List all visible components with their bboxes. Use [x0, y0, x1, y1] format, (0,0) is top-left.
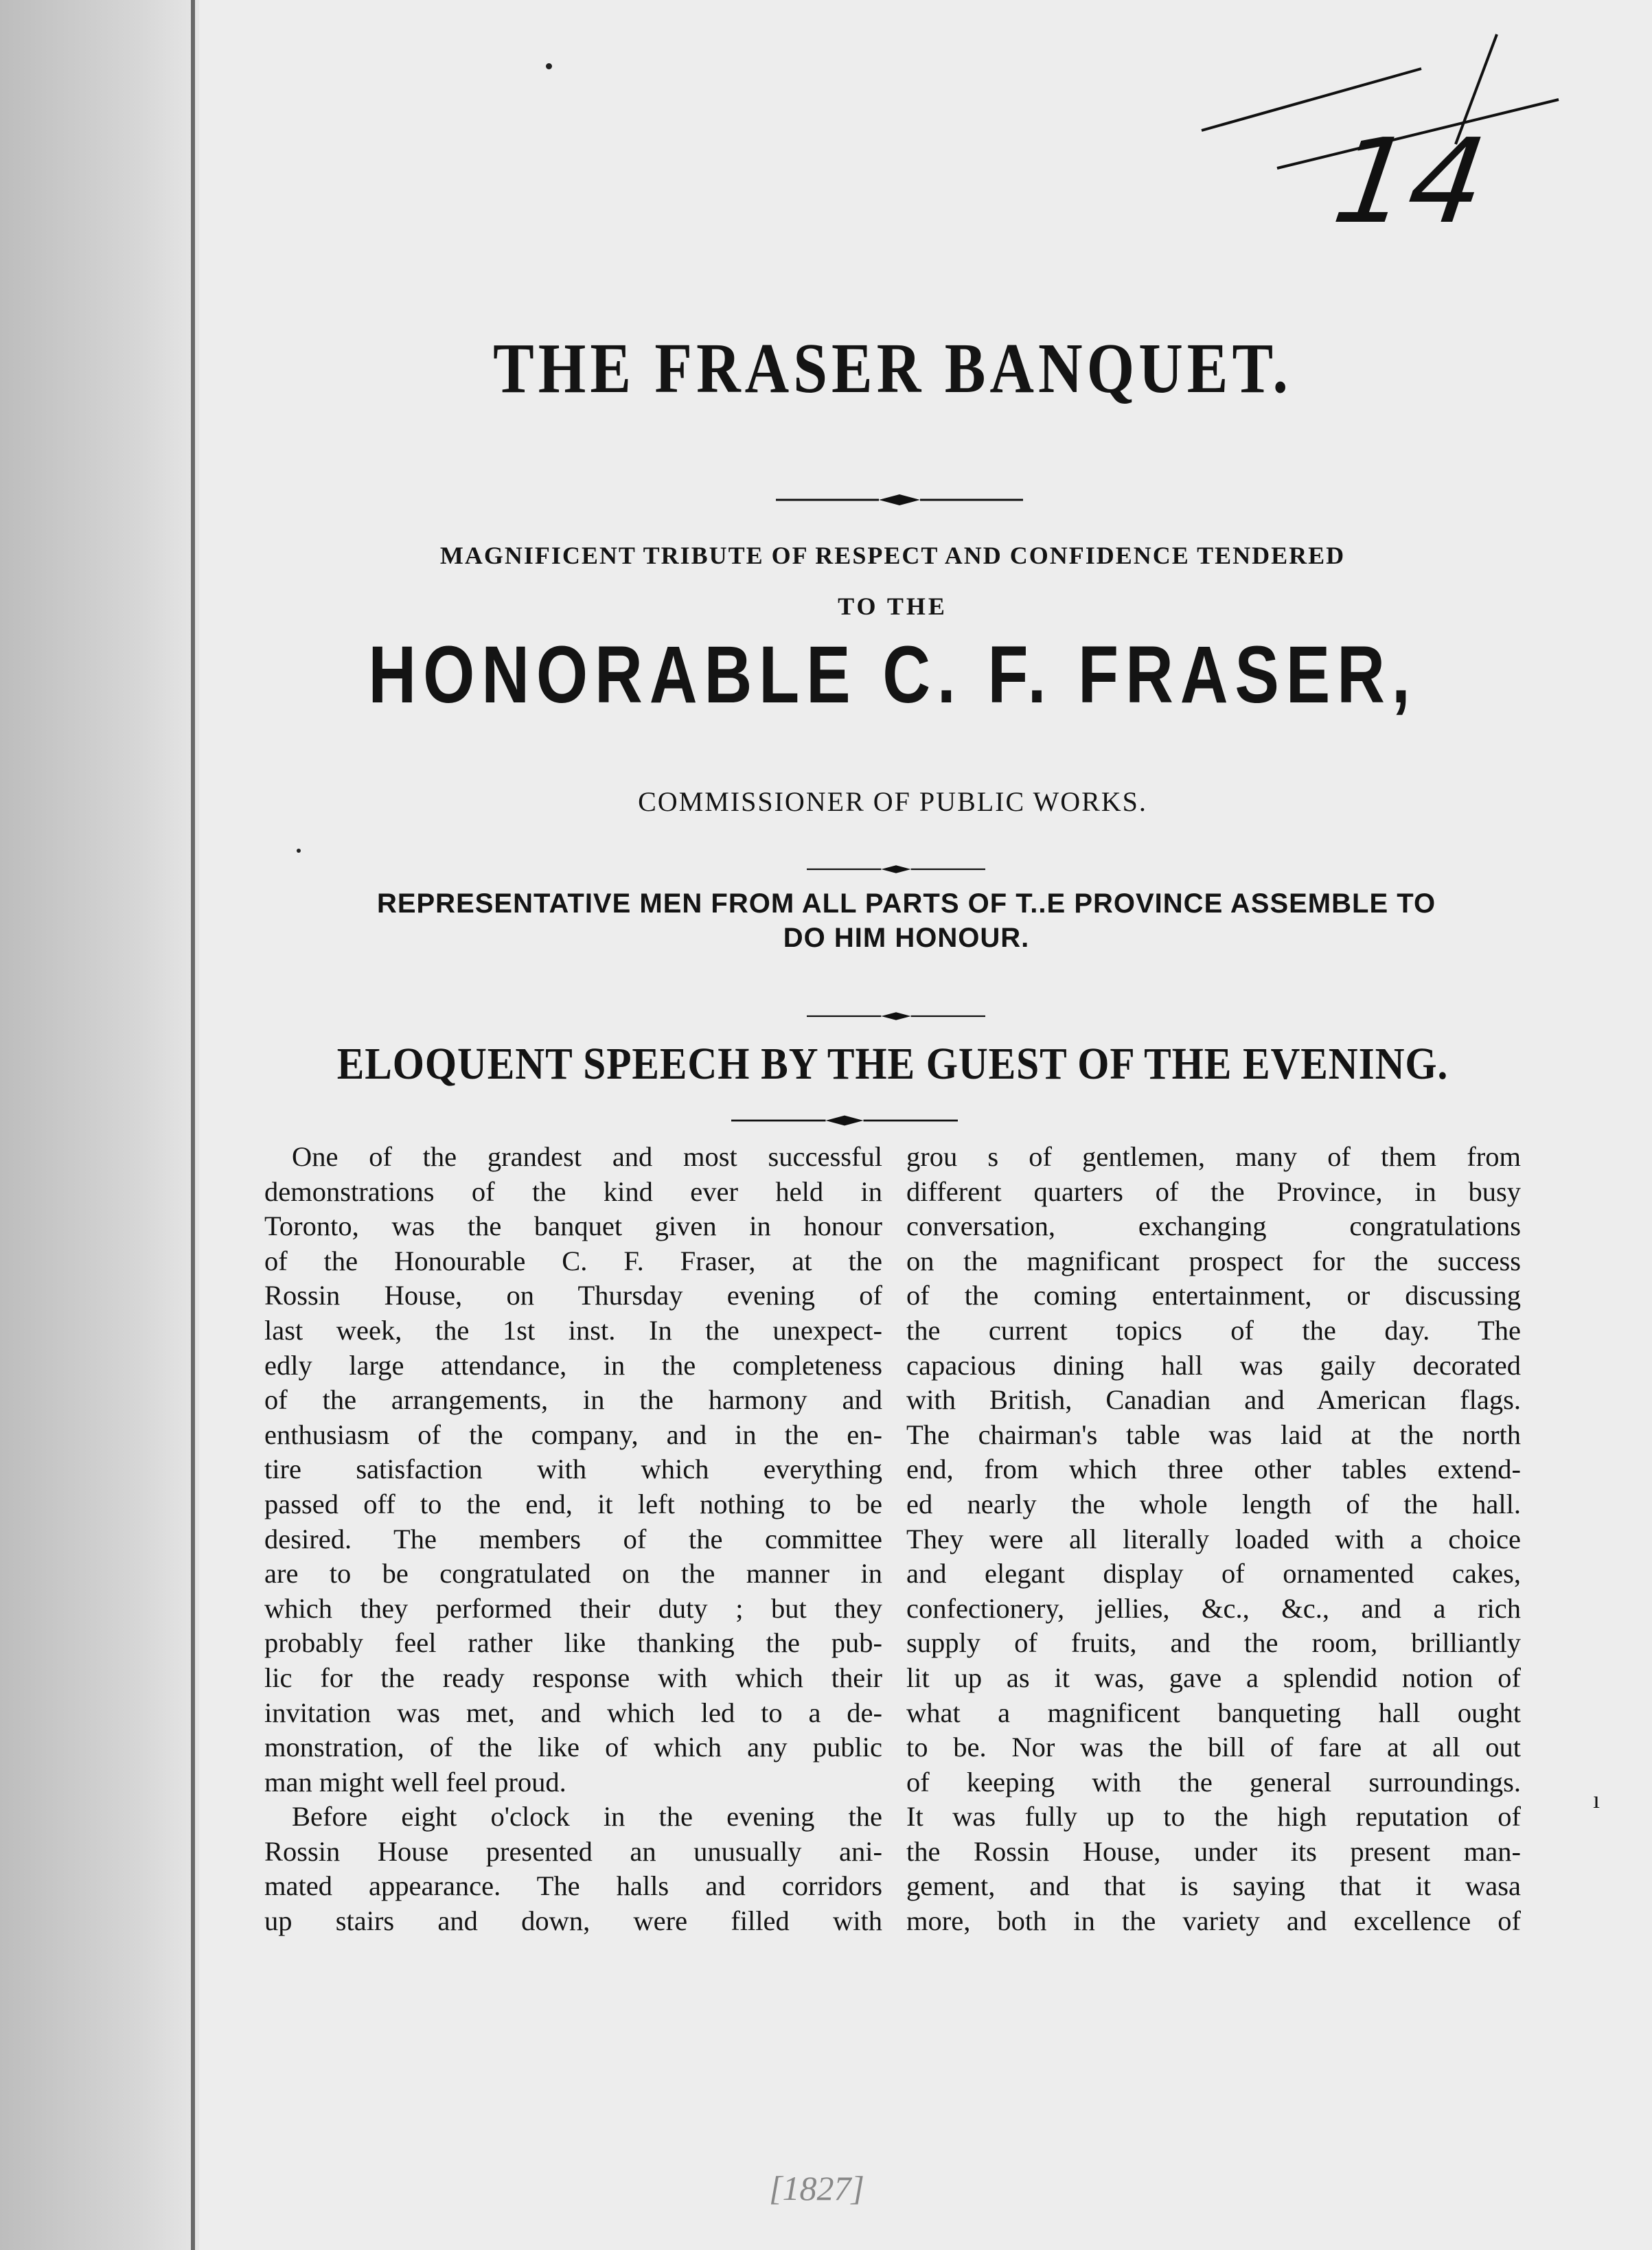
- article-line: One of the grandest and most successful: [292, 1141, 882, 1172]
- article-line: what a magnificent banqueting hall ought: [906, 1697, 1521, 1728]
- article-line: The chairman's table was laid at the north: [906, 1419, 1521, 1450]
- article-line: Rossin House presented an unusually ani-: [264, 1835, 882, 1867]
- article-line: conversation, exchanging congratulations: [906, 1210, 1521, 1242]
- ornament-divider: [807, 861, 985, 877]
- article-column-right: [906, 1140, 1521, 1939]
- article-line: of the Honourable C. F. Fraser, at the: [264, 1245, 882, 1276]
- article-line: capacious dining hall was gaily decorated: [906, 1349, 1521, 1381]
- representatives-line-2: DO HIM HONOUR.: [783, 922, 1030, 953]
- article-line: end, from which three other tables extend-: [906, 1454, 1521, 1485]
- article-line: of keeping with the general surroundings.: [906, 1766, 1521, 1798]
- article-line: Rossin House, on Thursday evening of: [264, 1280, 882, 1311]
- article-line: lit up as it was, gave a splendid notion of: [906, 1662, 1521, 1693]
- representatives-heading: [295, 887, 1517, 955]
- article-line: Toronto, was the banquet given in honour: [264, 1210, 882, 1242]
- ornament-divider: [731, 1112, 958, 1129]
- handwritten-page-number: 14: [1326, 114, 1494, 250]
- article-line: to be. Nor was the bill of fare at all out: [906, 1732, 1521, 1763]
- article-line: on the magnificant prospect for the success: [906, 1245, 1521, 1276]
- article-line: which they performed their duty ; but they: [264, 1592, 882, 1624]
- article-line: grou s of gentlemen, many of them from: [906, 1141, 1521, 1172]
- archive-mark: [1827]: [769, 2169, 864, 2207]
- article-line: tire satisfaction with which everything: [264, 1454, 882, 1485]
- margin-mark: ı: [1593, 1786, 1601, 1813]
- article-line: demonstrations of the kind ever held in: [264, 1175, 882, 1207]
- article-line: They were all literally loaded with a choice: [906, 1523, 1521, 1554]
- article-line: gement, and that is saying that it wasa: [906, 1870, 1521, 1902]
- honoree-name: HONORABLE C. F. FRASER,: [368, 630, 1417, 720]
- ink-dot: [546, 63, 552, 69]
- article-line: supply of fruits, and the room, brilliantly: [906, 1627, 1521, 1659]
- page-gutter: [0, 0, 199, 2250]
- ink-dot: [297, 849, 301, 853]
- article-line: passed off to the end, it left nothing to be: [264, 1488, 882, 1519]
- honoree-office: COMMISSIONER OF PUBLIC WORKS.: [638, 786, 1147, 817]
- article-title: THE FRASER BANQUET.: [493, 329, 1292, 408]
- article-line: man might well feel proud.: [264, 1766, 566, 1798]
- article-line: lic for the ready response with which their: [264, 1662, 882, 1693]
- article-line: last week, the 1st inst. In the unexpect-: [264, 1314, 882, 1346]
- subtitle-to-the: TO THE: [838, 593, 948, 620]
- article-line: the current topics of the day. The: [906, 1314, 1521, 1346]
- binding-fold: [191, 0, 195, 2250]
- article-line: up stairs and down, were filled with: [264, 1905, 882, 1937]
- article-line: probably feel rather like thanking the pub-: [264, 1627, 882, 1659]
- ornament-divider: [807, 1008, 985, 1024]
- article-line: enthusiasm of the company, and in the en-: [264, 1419, 882, 1450]
- article-line: of the arrangements, in the harmony and: [264, 1384, 882, 1416]
- representatives-line-1: REPRESENTATIVE MEN FROM ALL PARTS OF T..E PROVINCE ASSEMBLE TO: [376, 888, 1436, 919]
- article-line: Before eight o'clock in the evening the: [292, 1801, 882, 1833]
- article-line: with British, Canadian and American flags.: [906, 1384, 1521, 1416]
- article-column-left: [264, 1140, 882, 1939]
- article-line: the Rossin House, under its present man-: [906, 1835, 1521, 1867]
- article-line: confectionery, jellies, &c., &c., and a rich: [906, 1592, 1521, 1624]
- article-line: mated appearance. The halls and corridors: [264, 1870, 882, 1902]
- subtitle-tribute: MAGNIFICENT TRIBUTE OF RESPECT AND CONFIDENCE TENDERED: [439, 542, 1346, 569]
- article-line: different quarters of the Province, in busy: [906, 1175, 1521, 1207]
- article-line: edly large attendance, in the completeness: [264, 1349, 882, 1381]
- speech-heading: ELOQUENT SPEECH BY THE GUEST OF THE EVENING.: [336, 1039, 1449, 1089]
- article-line: monstration, of the like of which any public: [264, 1732, 882, 1763]
- article-line: of the coming entertainment, or discussing: [906, 1280, 1521, 1311]
- article-line: are to be congratulated on the manner in: [264, 1558, 882, 1589]
- article-line: It was fully up to the high reputation of: [906, 1801, 1521, 1833]
- article-line: invitation was met, and which led to a de-: [264, 1697, 882, 1728]
- ornament-divider: [776, 492, 1023, 508]
- article-line: ed nearly the whole length of the hall.: [906, 1488, 1521, 1519]
- article-line: desired. The members of the committee: [264, 1523, 882, 1554]
- article-line: and elegant display of ornamented cakes,: [906, 1558, 1521, 1589]
- article-line: more, both in the variety and excellence of: [906, 1905, 1521, 1937]
